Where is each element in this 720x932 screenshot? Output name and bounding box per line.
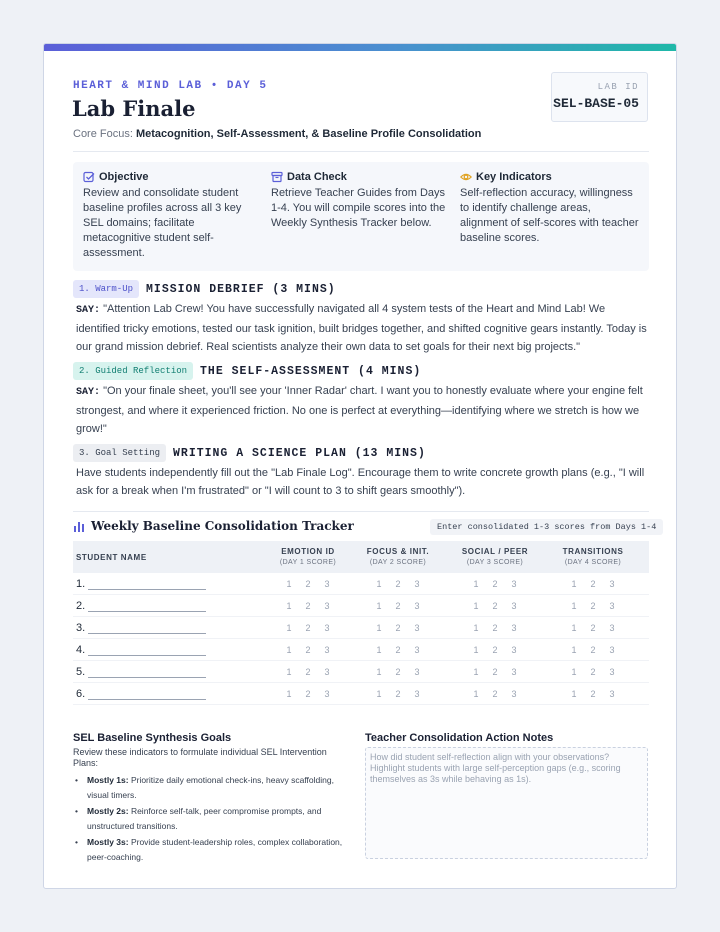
say-label: SAY: [76, 305, 101, 316]
score-option[interactable]: 1 [571, 688, 577, 699]
score-cell [343, 579, 453, 589]
score-cell [273, 601, 343, 611]
eye-icon [460, 171, 472, 183]
score-cell [537, 601, 649, 611]
score-option[interactable]: 3 [414, 688, 420, 699]
name-write-line[interactable] [88, 646, 206, 656]
section-text: "On your finale sheet, you'll see your 'Inner Radar' chart. I want you to honestly evaluate where your engine felt strongest, and where it experienced friction. No one is perfect at everything—identifying where we stretch is how we grow!" [76, 385, 643, 435]
lab-id-label: LAB ID [597, 82, 639, 92]
section-goal-setting-text: Have students independently fill out the "Lab Finale Log". Encourage them to write concrete growth plans (e.g., "I will ask for a break when I'm frustrated" or "I will count to 3 to shift gears smoothly"). [76, 467, 645, 497]
name-write-line[interactable] [88, 580, 206, 590]
synthesis-goals [73, 732, 351, 866]
row-number: 4. [76, 643, 86, 656]
score-option[interactable]: 1 [571, 622, 577, 633]
score-cell [343, 645, 453, 655]
score-cell [273, 689, 343, 699]
score-option[interactable]: 1 [376, 622, 382, 633]
score-option[interactable]: 2 [590, 578, 596, 589]
data-check-column [271, 171, 451, 231]
row-number: 6. [76, 687, 86, 700]
header-divider [73, 151, 649, 152]
score-option[interactable]: 3 [511, 600, 517, 611]
score-option[interactable]: 3 [414, 666, 420, 677]
section-title: WRITING A SCIENCE PLAN (13 MINS) [173, 446, 426, 460]
score-cell [273, 579, 343, 589]
score-option[interactable]: 1 [376, 578, 382, 589]
score-option[interactable]: 2 [395, 688, 401, 699]
key-indicators-text: Self-reflection accuracy, willingness to identify challenge areas, alignment of self-scores with teacher baseline scores. [460, 187, 639, 244]
score-cell [537, 689, 649, 699]
objective-title: Objective [99, 171, 149, 183]
score-option[interactable]: 3 [324, 600, 330, 611]
info-box [73, 162, 649, 271]
tracker-divider [73, 511, 649, 512]
score-option[interactable]: 2 [395, 666, 401, 677]
core-focus-label: Core Focus: [73, 128, 136, 140]
score-option[interactable]: 3 [609, 600, 615, 611]
score-cell [343, 689, 453, 699]
worksheet-page [43, 43, 677, 889]
student-name-cell[interactable] [73, 578, 273, 590]
score-cell [537, 667, 649, 677]
score-option[interactable]: 1 [286, 622, 292, 633]
lab-id-box [551, 72, 648, 122]
page-title: Lab Finale [72, 96, 196, 121]
column-social: SOCIAL / PEER (DAY 3 SCORE) [461, 547, 529, 566]
section-guided-reflection-script [76, 382, 652, 438]
score-cell [343, 667, 453, 677]
score-option[interactable]: 1 [376, 600, 382, 611]
score-option[interactable]: 2 [492, 644, 498, 655]
score-option[interactable]: 1 [571, 600, 577, 611]
score-cell [273, 645, 343, 655]
score-cell [537, 579, 649, 589]
score-option[interactable]: 3 [609, 644, 615, 655]
tracker-title-text: Weekly Baseline Consolidation Tracker [91, 519, 354, 533]
score-option[interactable]: 3 [511, 578, 517, 589]
goals-description: Review these indicators to formulate individual SEL Intervention Plans: [73, 747, 327, 768]
section-goal-setting-header [73, 444, 426, 462]
column-focus: FOCUS & INIT. (DAY 2 SCORE) [366, 547, 430, 566]
score-option[interactable]: 2 [590, 622, 596, 633]
score-option[interactable]: 2 [305, 688, 311, 699]
score-option[interactable]: 2 [492, 666, 498, 677]
score-option[interactable]: 1 [286, 600, 292, 611]
section-pill: 3. Goal Setting [73, 444, 166, 462]
score-option[interactable]: 2 [395, 644, 401, 655]
section-text: "Attention Lab Crew! You have successfully navigated all 4 system tests of the Heart and Mind Lab! We identified tricky emotions, tested our task ignition, built bridges together, and shifted cognitive gears instantly. Today is our grand mission debrief. Real scientists analyze their own data to set goals for their next big projects." [76, 303, 647, 353]
list-item: • Mostly 1s: Prioritize daily emotional check-ins, heavy scaffolding, visual timers. [73, 773, 351, 803]
name-write-line[interactable] [88, 668, 206, 678]
score-option[interactable]: 2 [305, 666, 311, 677]
score-option[interactable]: 1 [286, 578, 292, 589]
student-name-cell[interactable] [73, 666, 273, 678]
score-option[interactable]: 3 [324, 622, 330, 633]
tracker-title [73, 519, 354, 533]
score-option[interactable]: 3 [414, 622, 420, 633]
score-option[interactable]: 3 [609, 666, 615, 677]
score-option[interactable]: 2 [305, 600, 311, 611]
column-emotion-id: EMOTION ID (DAY 1 SCORE) [279, 547, 337, 566]
gradient-top-bar [44, 44, 676, 51]
list-item: • Mostly 3s: Provide student-leadership roles, complex collaboration, peer-coaching. [73, 835, 351, 865]
score-option[interactable]: 2 [492, 600, 498, 611]
score-cell [273, 623, 343, 633]
name-write-line[interactable] [88, 624, 206, 634]
row-number: 3. [76, 621, 86, 634]
score-option[interactable]: 2 [305, 578, 311, 589]
student-name-cell[interactable] [73, 644, 273, 656]
score-option[interactable]: 3 [414, 644, 420, 655]
score-option[interactable]: 1 [286, 666, 292, 677]
core-focus-value: Metacognition, Self-Assessment, & Baseline Profile Consolidation [135, 128, 482, 140]
goals-title: SEL Baseline Synthesis Goals [73, 732, 232, 744]
score-cell [453, 667, 537, 677]
score-option[interactable]: 1 [473, 644, 479, 655]
score-option[interactable]: 1 [376, 688, 382, 699]
score-option[interactable]: 3 [414, 600, 420, 611]
score-cell [453, 601, 537, 611]
score-option[interactable]: 1 [473, 688, 479, 699]
checkbox-icon [83, 171, 95, 183]
score-cell [343, 623, 453, 633]
section-title: MISSION DEBRIEF (3 MINS) [146, 282, 336, 296]
column-student-name: STUDENT NAME [76, 553, 147, 562]
key-indicators-title: Key Indicators [476, 171, 552, 183]
notes-title: Teacher Consolidation Action Notes [365, 732, 554, 744]
score-option[interactable]: 3 [609, 622, 615, 633]
data-check-text: Retrieve Teacher Guides from Days 1-4. You will compile scores into the Weekly Synthesis Tracker below. [271, 187, 446, 229]
row-number: 1. [76, 577, 86, 590]
student-name-cell[interactable] [73, 600, 273, 612]
score-option[interactable]: 2 [395, 600, 401, 611]
say-label: SAY: [76, 387, 101, 398]
row-number: 2. [76, 599, 86, 612]
core-focus [73, 128, 481, 140]
lab-eyebrow: HEART & MIND LAB • DAY 5 [73, 80, 268, 92]
student-name-cell[interactable] [73, 622, 273, 634]
table-row [73, 573, 649, 595]
score-cell [453, 689, 537, 699]
list-item: • Mostly 2s: Reinforce self-talk, peer compromise prompts, and unstructured transitions. [73, 804, 351, 834]
table-row [73, 661, 649, 683]
section-pill: 2. Guided Reflection [73, 362, 193, 380]
data-check-title: Data Check [287, 171, 347, 183]
section-pill: 1. Warm-Up [73, 280, 139, 298]
score-option[interactable]: 2 [590, 644, 596, 655]
key-indicators-column [460, 171, 640, 246]
score-option[interactable]: 2 [492, 622, 498, 633]
score-option[interactable]: 2 [590, 688, 596, 699]
score-cell [453, 645, 537, 655]
score-option[interactable]: 2 [590, 600, 596, 611]
score-option[interactable]: 3 [511, 622, 517, 633]
section-title: THE SELF-ASSESSMENT (4 MINS) [200, 364, 422, 378]
score-option[interactable]: 2 [492, 688, 498, 699]
table-body [73, 573, 649, 705]
score-option[interactable]: 1 [571, 644, 577, 655]
bar-chart-icon [73, 520, 85, 532]
score-option[interactable]: 3 [609, 688, 615, 699]
row-number: 5. [76, 665, 86, 678]
score-option[interactable]: 2 [492, 578, 498, 589]
score-option[interactable]: 1 [473, 622, 479, 633]
tracker-note: Enter consolidated 1-3 scores from Days 1-4 [430, 519, 663, 535]
table-row [73, 595, 649, 617]
table-row [73, 683, 649, 705]
score-cell [343, 601, 453, 611]
score-option[interactable]: 1 [376, 666, 382, 677]
name-write-line[interactable] [88, 690, 206, 700]
notes-textarea[interactable] [365, 747, 648, 859]
section-guided-reflection-header [73, 362, 421, 380]
score-option[interactable]: 2 [305, 644, 311, 655]
score-cell [453, 623, 537, 633]
score-cell [453, 579, 537, 589]
score-option[interactable]: 1 [571, 666, 577, 677]
score-option[interactable]: 3 [324, 666, 330, 677]
score-cell [537, 645, 649, 655]
inbox-icon [271, 171, 283, 183]
score-option[interactable]: 1 [473, 600, 479, 611]
score-cell [537, 623, 649, 633]
objective-column [83, 171, 263, 261]
goals-list [73, 773, 351, 865]
score-option[interactable]: 1 [286, 644, 292, 655]
score-option[interactable]: 3 [511, 688, 517, 699]
score-option[interactable]: 2 [305, 622, 311, 633]
score-option[interactable]: 2 [395, 622, 401, 633]
table-header [73, 541, 649, 573]
objective-text: Review and consolidate student baseline profiles across all 3 key SEL domains; facilitate metacognitive student self-assessment. [83, 187, 242, 259]
tracker-table [73, 541, 649, 705]
score-option[interactable]: 3 [511, 666, 517, 677]
column-transitions: TRANSITIONS (DAY 4 SCORE) [562, 547, 624, 566]
table-row [73, 639, 649, 661]
score-option[interactable]: 1 [571, 578, 577, 589]
table-row [73, 617, 649, 639]
score-option[interactable]: 3 [414, 578, 420, 589]
score-cell [273, 667, 343, 677]
score-option[interactable]: 1 [473, 578, 479, 589]
score-option[interactable]: 3 [324, 644, 330, 655]
lab-id-value: SEL-BASE-05 [553, 96, 639, 111]
score-option[interactable]: 3 [324, 578, 330, 589]
action-notes [365, 732, 649, 859]
student-name-cell[interactable] [73, 688, 273, 700]
score-option[interactable]: 3 [324, 688, 330, 699]
score-option[interactable]: 3 [511, 644, 517, 655]
score-option[interactable]: 3 [609, 578, 615, 589]
score-option[interactable]: 1 [473, 666, 479, 677]
score-option[interactable]: 2 [590, 666, 596, 677]
section-warm-up-header [73, 280, 336, 298]
score-option[interactable]: 1 [376, 644, 382, 655]
section-warm-up-script [76, 300, 652, 356]
name-write-line[interactable] [88, 602, 206, 612]
score-option[interactable]: 2 [395, 578, 401, 589]
score-option[interactable]: 1 [286, 688, 292, 699]
